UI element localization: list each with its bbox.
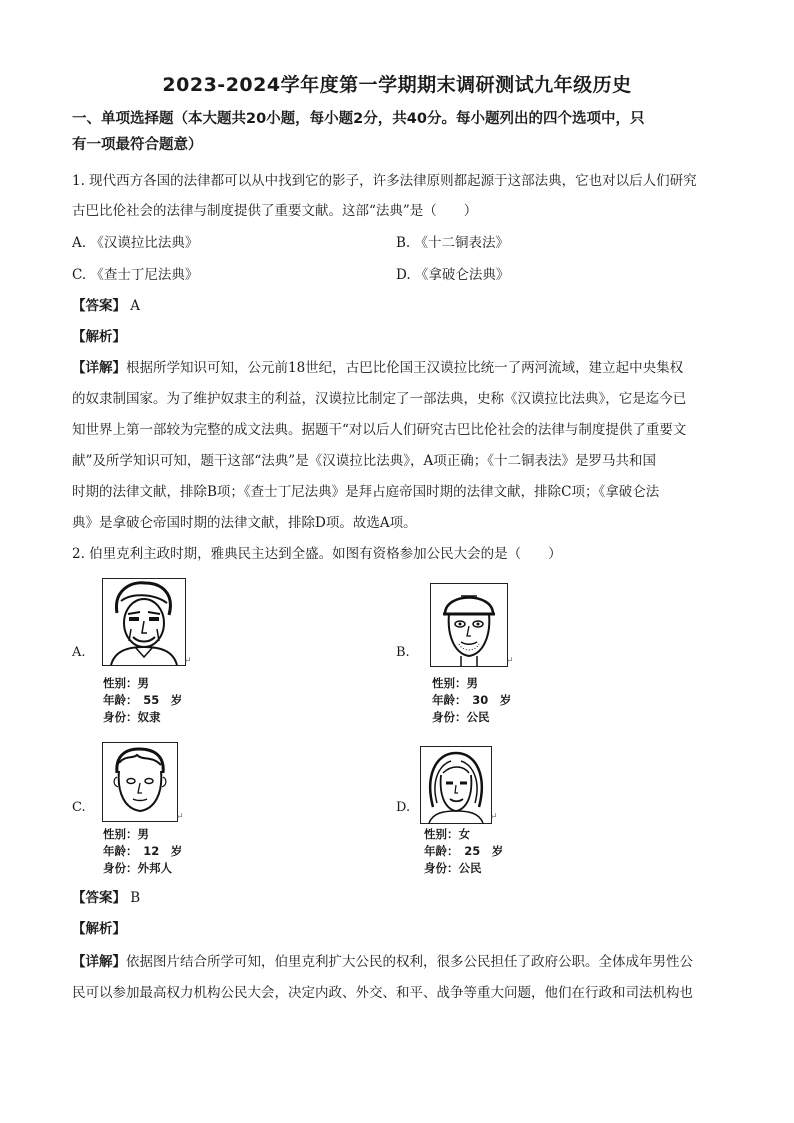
q1-option-a: A. 《汉谟拉比法典》 <box>72 235 199 251</box>
q2-option-a-gender: 性别：男 <box>103 676 149 690</box>
q2-option-b-age: 年龄： 30 岁 <box>432 693 512 707</box>
q1-option-d: D. 《拿破仑法典》 <box>396 267 510 283</box>
q2-detail-line1 <box>72 949 732 975</box>
q1-detail-line5: 时期的法律文献，排除B项；《查士丁尼法典》是拜占庭帝国时期的法律文献，排除C项；《拿破仑法 <box>72 484 660 500</box>
portrait-old-man-drawing <box>103 579 185 665</box>
portrait-boy <box>102 742 178 822</box>
q1-answer-label: 【答案】 <box>72 298 126 314</box>
q2-detail-line2: 民可以参加最高权力机构公民大会，决定内政、外交、和平、战争等重大问题，他们在行政和司法机构也 <box>72 985 693 1001</box>
portrait-woman-drawing <box>421 747 491 823</box>
q1-option-c: C. 《查士丁尼法典》 <box>72 267 199 283</box>
q1-analysis-label: 【解析】 <box>72 329 126 345</box>
q2-option-d-letter: D. <box>396 800 411 815</box>
q1-detail-line6: 典》是拿破仑帝国时期的法律文献，排除D项。故选A项。 <box>72 515 417 531</box>
q1-detail-label: 【详解】 <box>72 360 126 376</box>
return-mark: ↵ <box>506 656 514 666</box>
section-heading <box>72 106 732 158</box>
q2-answer-label: 【答案】 <box>72 890 126 906</box>
q2-detail-text1: 依据图片结合所学可知，伯里克利扩大公民的权利，很多公民担任了政府公职。全体成年男性公 <box>126 954 693 970</box>
q1-option-b: B. 《十二铜表法》 <box>396 235 510 251</box>
q2-option-d-info <box>424 826 503 877</box>
q1-detail-line3: 知世界上第一部较为完整的成文法典。据题干“对以后人们研究古巴比伦社会的法律与制度提供了重要文 <box>72 422 687 438</box>
q2-option-d-age: 年龄： 25 岁 <box>424 844 504 858</box>
section-heading-line1: 一、单项选择题（本大题共20小题，每小题2分，共40分。每小题列出的四个选项中，只 <box>72 111 645 127</box>
section-heading-line2: 有一项最符合题意） <box>72 137 203 153</box>
q2-answer-value: B <box>130 890 141 906</box>
q1-stem-line1: 1. 现代西方各国的法律都可以从中找到它的影子，许多法律原则都起源于这部法典，它也对以后人们研究 <box>72 173 697 189</box>
page-title: 2023-2024学年度第一学期期末调研测试九年级历史 <box>162 74 632 96</box>
q1-detail-line2: 的奴隶制国家。为了维护奴隶主的利益，汉谟拉比制定了一部法典，史称《汉谟拉比法典》，它是迄今已 <box>72 391 687 407</box>
q2-option-a-info <box>103 675 182 726</box>
q2-option-c-info <box>103 826 182 877</box>
q1-stem-line2: 古巴比伦社会的法律与制度提供了重要文献。这部“法典”是（ ） <box>72 203 478 219</box>
q2-option-a-letter: A. <box>72 645 86 660</box>
q2-option-d-identity: 身份：公民 <box>424 861 482 875</box>
q1-detail-text1: 根据所学知识可知，公元前18世纪，古巴比伦国王汉谟拉比统一了两河流域，建立起中央集权 <box>126 360 684 376</box>
portrait-man-with-cap <box>430 583 508 667</box>
q2-option-b-letter: B. <box>396 645 410 660</box>
return-mark: ↵ <box>490 812 498 822</box>
portrait-old-man <box>102 578 186 666</box>
q2-option-c-gender: 性别：男 <box>103 827 149 841</box>
return-mark: ↵ <box>184 656 192 666</box>
return-mark: ↵ <box>176 812 184 822</box>
q2-detail-label: 【详解】 <box>72 954 126 970</box>
q2-option-b-info <box>432 675 511 726</box>
q2-option-a-age: 年龄： 55 岁 <box>103 693 183 707</box>
q2-answer <box>72 885 732 911</box>
q2-option-b-gender: 性别：男 <box>432 676 478 690</box>
q1-detail-line1 <box>72 355 732 381</box>
portrait-boy-drawing <box>103 743 177 821</box>
portrait-woman <box>420 746 492 824</box>
q2-analysis-label: 【解析】 <box>72 921 126 937</box>
q2-option-a-identity: 身份：奴隶 <box>103 710 161 724</box>
q1-detail-line4: 献”及所学知识可知，题干这部“法典”是《汉谟拉比法典》，A项正确；《十二铜表法》是罗马共和国 <box>72 453 656 469</box>
q2-option-d-gender: 性别：女 <box>424 827 470 841</box>
q2-option-c-identity: 身份：外邦人 <box>103 861 172 875</box>
q1-answer <box>72 293 732 319</box>
q2-option-c-age: 年龄： 12 岁 <box>103 844 183 858</box>
q1-answer-value: A <box>130 298 141 314</box>
q2-option-c-letter: C. <box>72 800 86 815</box>
q2-stem: 2. 伯里克利主政时期，雅典民主达到全盛。如图有资格参加公民大会的是（ ） <box>72 546 562 562</box>
q2-option-b-identity: 身份：公民 <box>432 710 490 724</box>
portrait-man-with-cap-drawing <box>431 584 507 666</box>
